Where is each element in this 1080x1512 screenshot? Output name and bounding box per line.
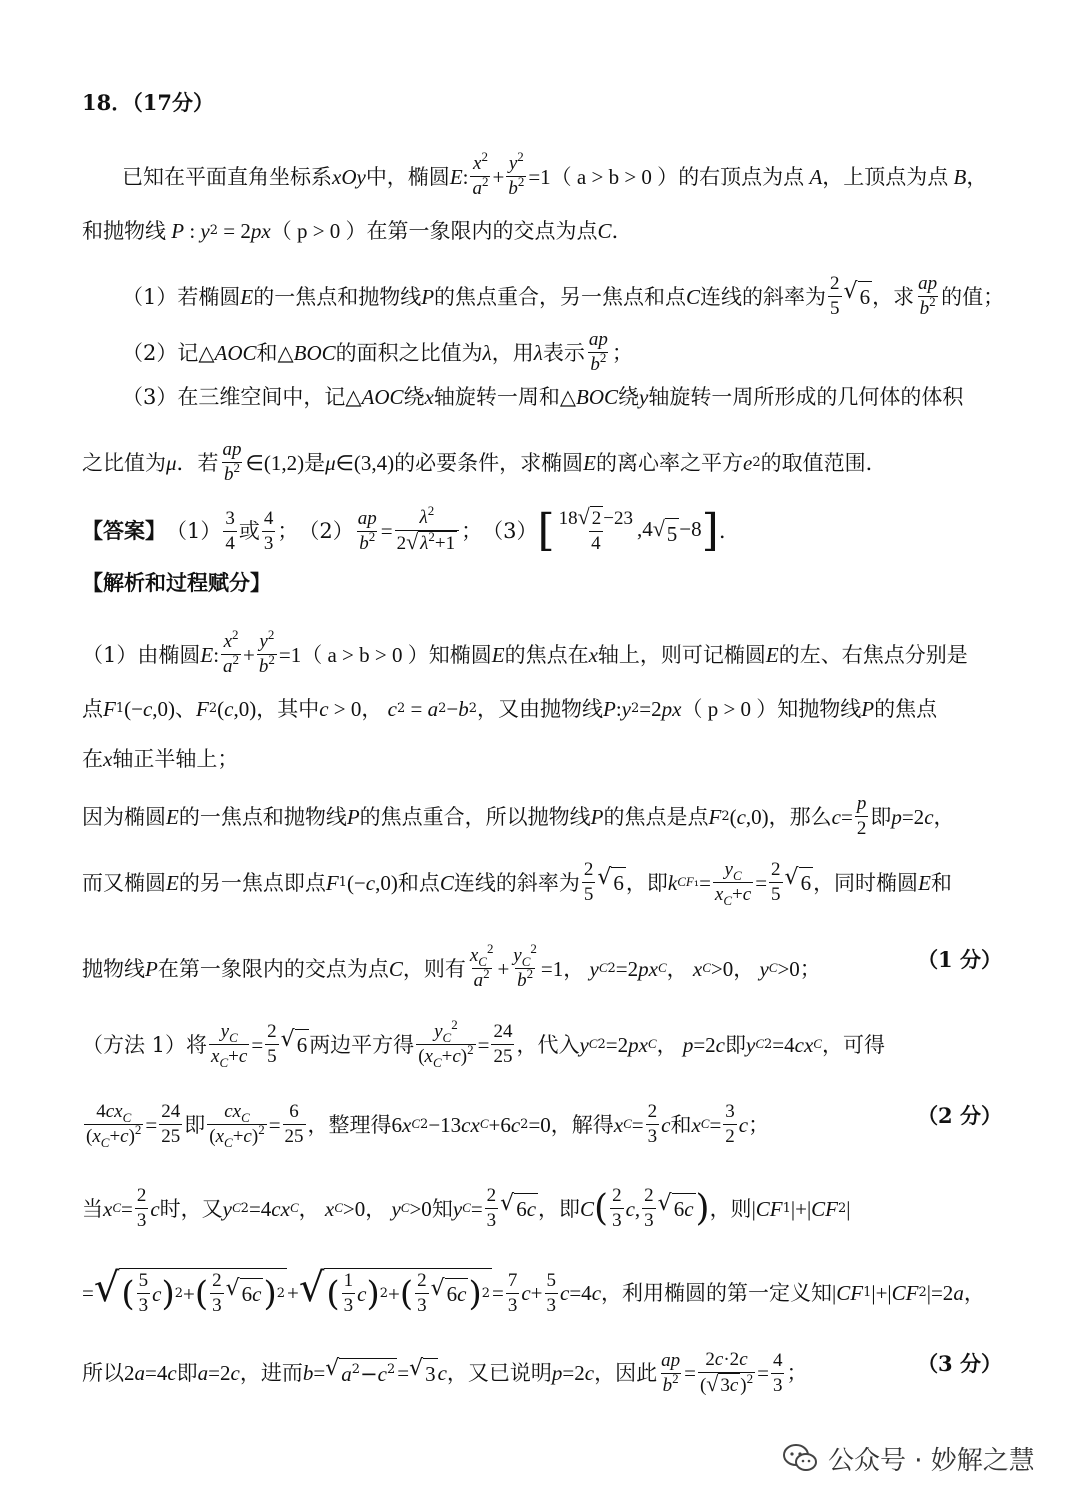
analysis-line10: = √ ( $\frac{5}{3}$ c ) 2 + ( $\frac{2}{3}$ √ 6c ) 2 + √ ( $\frac{1}{3}$ c ) 2 + ( $\frac{2}{3}$ √ 6c ) 2 = $\frac{7}{3}$ c + $\frac{5}{3}$ c =4 c ，利用椭圆的第一定义知 | CF 1 |+| CF 2 |=2 a ， (82, 1265, 985, 1316)
part2-text: （2）记△ (122, 340, 215, 365)
question-number (82, 88, 1002, 118)
analysis-text: 即 (870, 804, 892, 829)
analysis-line6: 抛物线 P 在第一象限内的交点为点 C ，则有 $\frac{x_C^2}{a^2}$ + $\frac{y_C^2}{b^2}$ =1， y C 2 =2 px C ， x C >0， y C >0； (82, 941, 821, 991)
analysis-text: ，因此 (594, 1361, 658, 1385)
analysis-text: ，解得 (550, 1112, 614, 1137)
analysis-text: ，又由抛物线 (477, 697, 603, 721)
part2-text: 的面积之比值为 (335, 340, 483, 365)
question-part1: （1）若椭圆 E 的一焦点和抛物线 P 的焦点重合，另一焦点和点 C 连线的斜率为 $\frac{2}{5}$ √ 6 ，求 $\frac{ap}{b^2}$ 的值； (122, 273, 1005, 319)
analysis-text: 轴正半轴上； (112, 747, 239, 771)
part1-text: 连线的斜率为 (700, 284, 827, 309)
analysis-text: ，其中 (256, 697, 320, 721)
analysis-text: （1）由椭圆 (82, 642, 201, 667)
question-part3-line2: 之比值为 μ ．若 $\frac{ap}{b^2}$ ∈(1,2) 是 μ ∈(3,4) 的必要条件，求椭圆 E 的离心率之平方 e 2 的取值范围． (82, 439, 887, 485)
analysis-text: 和 (930, 870, 952, 895)
stem-text: 中，椭圆 (365, 164, 450, 189)
analysis-text: ，那么 (768, 804, 832, 829)
question-part3-line1: （3）在三维空间中，记△ AOC 绕 x 轴旋转一周和△ BOC 绕 y 轴旋转一周所形成的几何体的体积 (122, 382, 1002, 412)
analysis-text: 的左、右焦点分别是 (778, 642, 968, 667)
analysis-heading (82, 568, 1002, 598)
analysis-text: ，则有 (402, 956, 466, 981)
part1-text: 的一焦点和抛物线 (253, 284, 422, 309)
analysis-line4: 因为椭圆 E 的一焦点和抛物线 P 的焦点重合，所以抛物线 P 的焦点是点 F 2 ( c ,0) ，那么 c = $\frac{p}{2}$ 即 p =2 c ， (82, 793, 955, 839)
analysis-text: 即 (176, 1361, 198, 1385)
stem-math: xOy (332, 164, 366, 189)
part3-text: ．若 (176, 450, 219, 475)
part1-text: 的焦点重合，另一焦点和点 (434, 284, 687, 309)
analysis-text: ，代入 (516, 1032, 580, 1057)
analysis-text: 和 (670, 1112, 692, 1137)
analysis-text: 所以 (82, 1361, 124, 1385)
analysis-text: 抛物线 (82, 956, 145, 981)
analysis-line1: （1）由椭圆 E : $\frac{x^2}{a^2}$ + $\frac{y^2}{b^2}$ =1 （ a > b > 0 ） 知椭圆 E 的焦点在 x 轴上，则可记椭圆 E 的左、右焦点分别是 (82, 627, 968, 677)
stem-text: 在第一象限内的交点为点 (366, 219, 598, 243)
part3-text: 绕 (403, 385, 425, 409)
analysis-text: 轴上，则可记椭圆 (597, 642, 766, 667)
answer-text: ； (277, 519, 299, 543)
part2-text: 表示 (542, 340, 585, 365)
part2-text: 和△ (256, 340, 294, 365)
analysis-text: 即 (184, 1112, 206, 1137)
analysis-text: 时，又 (159, 1196, 223, 1221)
question-number-text: 18．（17分） (82, 90, 214, 115)
analysis-text: 的另一焦点即点 (178, 870, 326, 895)
question-stem-line1: 已知在平面直角坐标系 xOy 中，椭圆 E : $\frac{x^2}{a^2}$ + $\frac{y^2}{b^2}$ =1 （ a > b > 0 ） 的右顶点为点 A ，上顶点为点 B ， (122, 149, 988, 199)
analysis-text: ，又已说明 (446, 1361, 552, 1385)
part3-text: 的取值范围． (760, 450, 887, 475)
analysis-text: 连线的斜率为 (453, 870, 580, 895)
part3-text: 的必要条件，求椭圆 (394, 450, 584, 475)
analysis-text: 即 (725, 1032, 746, 1057)
analysis-text: ，可得 (821, 1032, 885, 1057)
watermark (782, 1438, 1035, 1478)
wechat-icon (782, 1443, 818, 1473)
answer-text: （1） (166, 519, 222, 543)
part1-text: 的值； (941, 284, 1005, 309)
condition-ab: （ a > b > 0 ） (550, 164, 679, 189)
answer-text: （2） (298, 519, 354, 543)
analysis-text: 而又椭圆 (82, 870, 166, 895)
analysis-text: 的一焦点和抛物线 (178, 804, 347, 829)
analysis-text: 和点 (397, 870, 440, 895)
condition-p: （ p > 0 ） (270, 219, 367, 243)
part2-text: ； (611, 340, 633, 365)
analysis-text: 点 (82, 697, 103, 721)
analysis-text: ，整理得 (307, 1112, 392, 1137)
analysis-text: （方法 1）将 (82, 1032, 208, 1057)
analysis-line5: 而又椭圆 E 的另一焦点即点 F 1 (− c ,0) 和点 C 连线的斜率为 $\frac{2}{5}$ √ 6 ，即 k CF₁ = $\frac{y_C}{x_C+c}$ = $\frac{2}{5}$ √ 6 ，同时椭圆 E 和 (82, 859, 952, 908)
answer-text: ； (461, 519, 483, 543)
condition-ab: （ a > b > 0 ） (301, 642, 429, 667)
analysis-text: 知 (431, 1196, 453, 1221)
answer-line: 【答案】 （1） $\frac{3}{4}$ 或 $\frac{4}{3}$ ； （2） $\frac{ap}{b^2}$ = $\lambda^2$ 2 √ $\lambda^2+1$ ； （3） [ 18 √ 2 −23 4 ,4 √ 5 −8 ] . (82, 503, 726, 556)
analysis-text: 在 (82, 747, 103, 771)
analysis-text: 在第一象限内的交点为点 (157, 956, 389, 981)
condition-p: （ p > 0 ） (681, 697, 778, 721)
part3-text: 轴旋转一周所形成的几何体的体积 (648, 385, 964, 409)
analysis-text: 的焦点重合，所以抛物线 (359, 804, 591, 829)
analysis-text: ，即 (538, 1196, 581, 1221)
part1-text: （1）若椭圆 (122, 284, 241, 309)
answer-text: 或 (238, 519, 260, 543)
part3-text: 轴旋转一周和△ (433, 385, 576, 409)
analysis-line9: 当 x C = $\frac{2}{3}$ c 时，又 y C 2 =4 cx C ， x C >0， y C >0 知 y C = $\frac{2}{3}$ √ 6c ，即 C ( $\frac{2}{3}$ c , $\frac{2}{3}$ √ 6c ) ，则 | CF 1 |+| CF 2 | (82, 1185, 851, 1231)
analysis-text: 因为椭圆 (82, 804, 166, 829)
analysis-line2: 点 F 1 (− c ,0) 、 F 2 ( c ,0) ，其中 c > 0， c 2 = a 2 − b 2 ，又由抛物线 P : y 2 =2 px （ p > 0 ） 知抛物线 P 的焦点 (82, 694, 1002, 724)
analysis-text: 当 (82, 1196, 103, 1221)
question-part2: （2）记△ AOC 和△ BOC 的面积之比值为 λ ，用 λ 表示 $\frac{ap}{b^2}$ ； (122, 329, 633, 375)
analysis-text: 两边平方得 (309, 1032, 415, 1057)
part3-text: 是 (304, 450, 326, 475)
analysis-text: 知抛物线 (777, 697, 862, 721)
analysis-line11: 所以 2 a =4 c 即 a =2 c ，进而 b = √ $a^2-c^2$ = √ 3 c ，又已说明 p =2 c ，因此 $\frac{ap}{b^2}$ = 2c·2c ( √ 3c )$^2$ = $\frac{4}{3}$ ； (82, 1349, 808, 1396)
part3-text: 绕 (618, 385, 639, 409)
part3-text: （3）在三维空间中，记△ (122, 385, 362, 409)
analysis-text: ，同时椭圆 (813, 870, 919, 895)
watermark-text: 公众号 · 妙解之慧 (828, 1445, 1035, 1476)
stem-text: ，上顶点为点 (822, 164, 949, 189)
part3-text: 的离心率之平方 (595, 450, 743, 475)
score-label: （3 分） (917, 1351, 1002, 1376)
score-label: （1 分） (917, 947, 1002, 972)
question-stem-line2: 和抛物线 P : y 2 = 2 px （ p > 0 ） 在第一象限内的交点为点 C ． (82, 216, 1002, 246)
analysis-line3: 在 x 轴正半轴上； (82, 744, 1002, 774)
analysis-text: ，利用椭圆的第一定义知 (601, 1281, 833, 1305)
analysis-heading-text: 【解析和过程赋分】 (82, 570, 271, 595)
part2-text: ，用 (491, 340, 534, 365)
analysis-text: 知椭圆 (428, 642, 492, 667)
analysis-line7: （方法 1）将 $\frac{y_C}{x_C+c}$ = $\frac{2}{5}$ √ 6 两边平方得 $\frac{y_C^2}{(x_C+c)^2}$ = $\frac{24}{25}$ ，代入 y C 2 =2 px C ， p =2 c 即 y C 2 =4 cx C ，可得 (82, 1017, 885, 1070)
analysis-text: ，进而 (239, 1361, 303, 1385)
stem-text: 和抛物线 (82, 219, 166, 243)
analysis-line8: $\frac{4cx_C}{(x_C+c)^2}$ = $\frac{24}{25}$ 即 $\frac{cx_C}{(x_C+c)^2}$ = $\frac{6}{25}$ ，整理得 6 x C 2 −13 cx C +6 c 2 =0 ，解得 x C = $\frac{2}{3}$ c 和 x C = $\frac{3}{2}$ c ； (86, 1101, 770, 1150)
stem-text: 的右顶点为点 (678, 164, 805, 189)
analysis-text: 的焦点在 (504, 642, 589, 667)
score-label: （2 分） (917, 1103, 1002, 1128)
analysis-text: 、 (175, 697, 197, 721)
analysis-text: 的焦点是点 (603, 804, 709, 829)
analysis-text: 的焦点 (874, 697, 938, 721)
analysis-text: ，则 (709, 1196, 752, 1221)
analysis-text: ，即 (625, 870, 668, 895)
stem-text: 已知在平面直角坐标系 (122, 164, 332, 189)
part1-text: ，求 (872, 284, 915, 309)
answer-text: （3） (482, 519, 538, 543)
answer-label: 【答案】 (82, 518, 166, 543)
part3-text: 之比值为 (82, 450, 166, 475)
